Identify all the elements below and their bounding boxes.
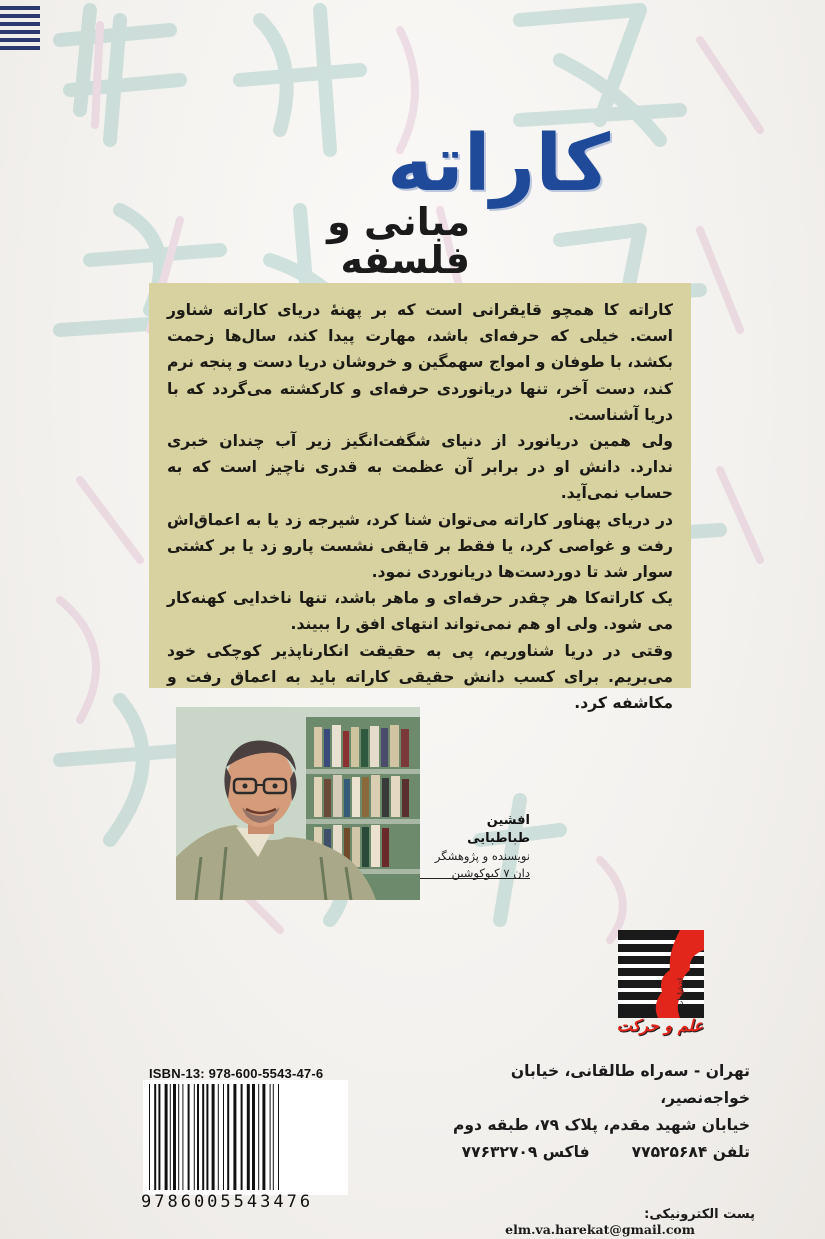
email-label: پست الکترونیکی:: [644, 1207, 755, 1222]
barcode-bar: [262, 1084, 265, 1190]
stripe-decoration: [0, 0, 40, 60]
phone-number: تلفن ۷۷۵۲۵۶۸۴: [631, 1143, 750, 1161]
address-line: خیابان شهید مقدم، پلاک ۷۹، طبقه دوم: [453, 1116, 750, 1134]
author-caption: [420, 812, 530, 879]
barcode-bar: [233, 1084, 236, 1190]
barcode-bar: [158, 1084, 160, 1190]
fax-number: فاکس ۷۷۶۳۲۷۰۹: [461, 1143, 590, 1161]
barcode-bar: [212, 1084, 215, 1190]
barcode-bar: [258, 1084, 259, 1190]
barcode-bar: [270, 1084, 271, 1190]
blurb-paragraph: وقتی در دریا شناوریم، پی به حقیقت انکارناپذیر کوچکی خود می‌بریم. برای کسب دانش حقیقی کاراته باید به اعماق رفت و مکاشفه کرد.: [167, 641, 673, 713]
publisher-logo-small-text: انتشارات: [676, 977, 685, 1008]
author-photo: [176, 707, 420, 900]
barcode-bar: [165, 1084, 168, 1190]
barcode-bar: [247, 1084, 250, 1190]
barcode-bar: [178, 1084, 179, 1190]
barcode-bar: [170, 1084, 171, 1190]
barcode-bar: [278, 1084, 279, 1190]
blurb-paragraph: ولی همین دریانورد از دنیای شگفت‌انگیز زیر آب چندان خبری ندارد. دانش او در برابر آن عظمت به قدری ناچیز است که به حساب نمی‌آید.: [167, 432, 673, 503]
email-address[interactable]: elm.va.harekat@gmail.com: [505, 1222, 695, 1237]
address-line: تهران - سه‌راه طالقانی، خیابان خواجه‌نصیر،: [510, 1062, 750, 1107]
barcode-bar: [223, 1084, 224, 1190]
barcode-bar: [182, 1084, 183, 1190]
barcode-bar: [218, 1084, 219, 1190]
contact-numbers: [420, 1139, 750, 1166]
blurb-box: [149, 283, 691, 713]
barcode-bar: [197, 1084, 199, 1190]
author-role: نویسنده و پژوهشگر: [434, 849, 530, 863]
book-title: کاراته: [387, 119, 610, 209]
email-row: [430, 1207, 755, 1238]
barcode-bar: [227, 1084, 229, 1190]
isbn-barcode: [143, 1080, 348, 1195]
barcode-bar: [241, 1084, 243, 1190]
publisher-logo-text: علم و حرکت: [616, 1016, 704, 1035]
barcode-bar: [206, 1084, 208, 1190]
blurb-paragraph: در دریای پهناور کاراته می‌توان شنا کرد، شیرجه زد یا به اعماق‌اش رفت و غواصی کرد، یا فقط بر قایقی نشست پارو زد یا بر کشتی سوار شد تا دوردست‌ها دریانوردی نمود.: [167, 510, 673, 582]
author-rank: دان ۷ کیوکوشین: [451, 866, 530, 880]
isbn-label: ISBN-13: 978-600-5543-47-6: [149, 1066, 324, 1081]
barcode-digits: 9786005543476: [141, 1192, 314, 1212]
barcode-bar: [173, 1084, 176, 1190]
barcode-bar: [194, 1084, 195, 1190]
barcode-bar: [188, 1084, 190, 1190]
book-subtitle: مبانی و فلسفه: [327, 200, 470, 282]
blurb-paragraph: کاراته کا همچو قایقرانی است که بر پهنهٔ دریای کاراته شناور است. خیلی که حرفه‌ای باشد، مهارت پیدا کند، سال‌ها زحمت بکشد، با طوفان و امواج سهمگین و خروشان دریا دست و پنجه نرم کند، دست آخر، تنها دریانوردی حرفه‌ای و کارکشته می‌گردد که با دریا آشناست.: [167, 301, 673, 424]
barcode-bar: [202, 1084, 204, 1190]
barcode-bar: [149, 1084, 150, 1190]
publisher-address: [420, 1058, 750, 1166]
blurb-paragraph: یک کاراته‌کا هر چقدر حرفه‌ای و ماهر باشد، تنها ناخدایی کهنه‌کار می شود. ولی او هم نمی‌تواند انتهای افق را ببیند.: [167, 589, 673, 634]
author-name: افشین طباطبایی: [467, 813, 530, 846]
barcode-bar: [154, 1084, 156, 1190]
barcode-bar: [252, 1084, 255, 1190]
barcode-bar: [273, 1084, 274, 1190]
